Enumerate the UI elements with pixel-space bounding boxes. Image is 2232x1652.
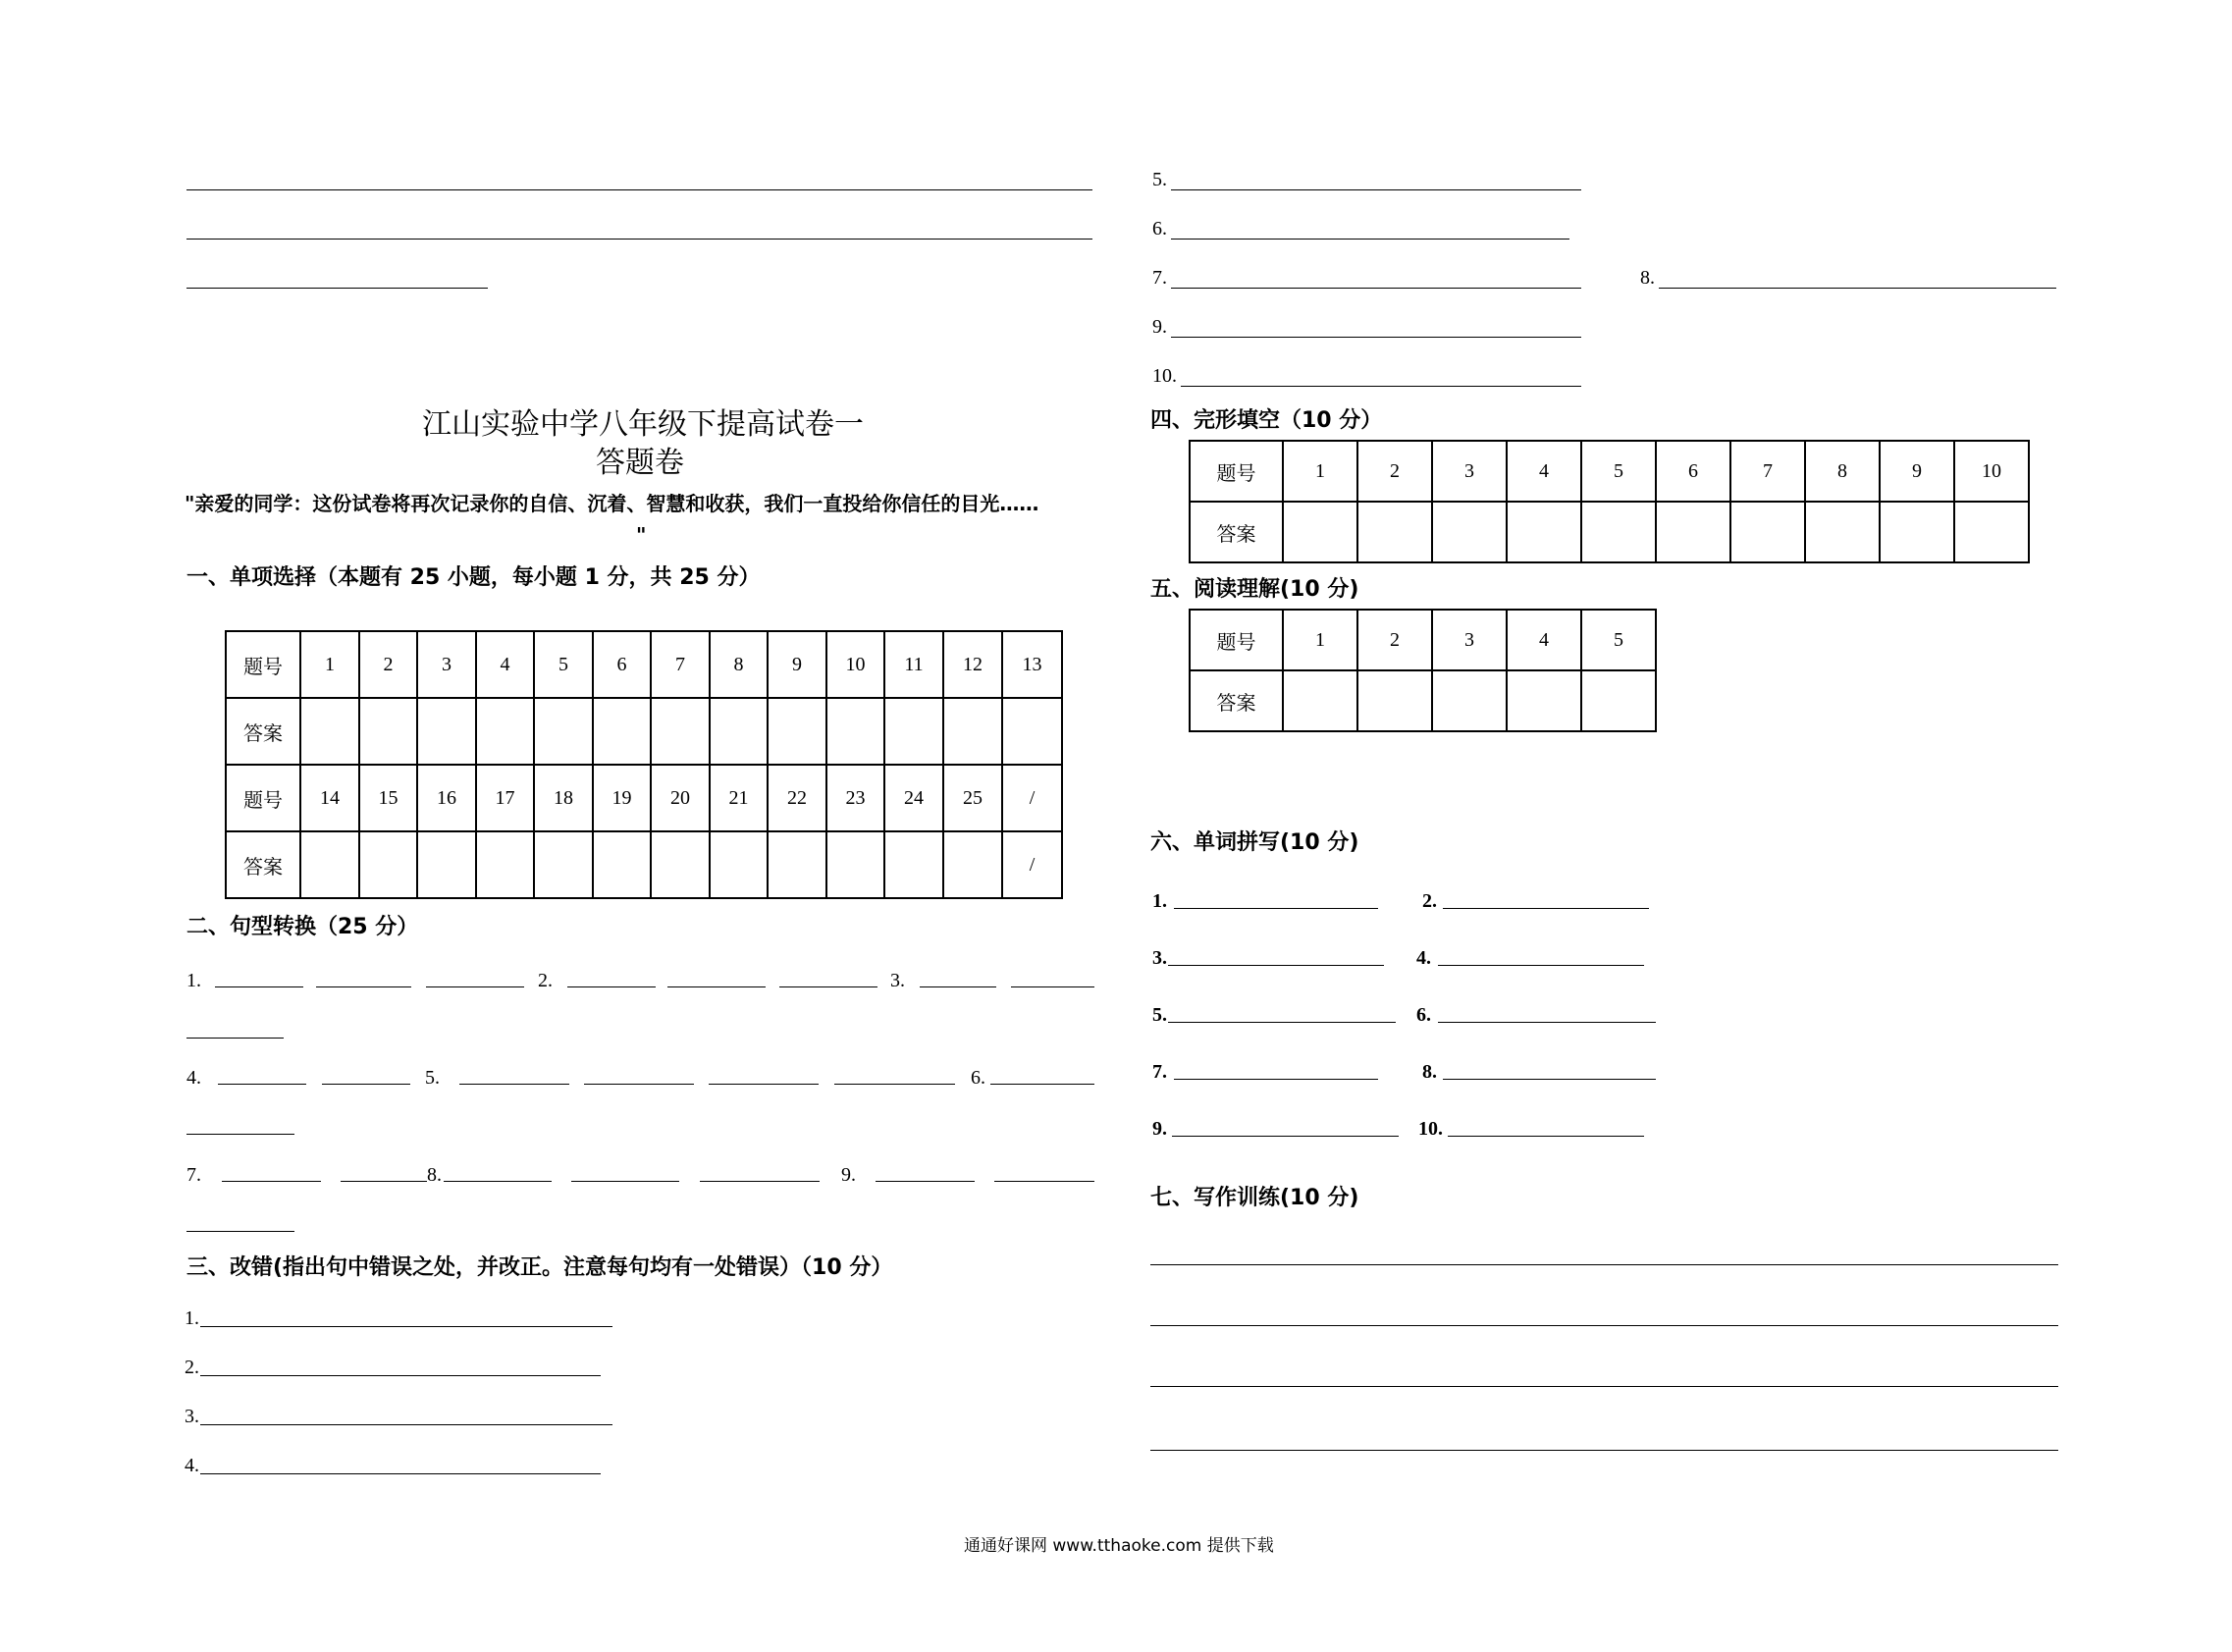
question-number: 8 bbox=[1805, 441, 1880, 502]
item-label: 5. bbox=[425, 1067, 440, 1089]
question-number: 8 bbox=[710, 631, 768, 698]
writing-line[interactable] bbox=[1150, 1325, 2058, 1326]
answer-cell[interactable] bbox=[1507, 670, 1581, 731]
item-label: 3. bbox=[1152, 947, 1167, 969]
answer-cell[interactable] bbox=[593, 698, 651, 765]
question-number: 21 bbox=[710, 765, 768, 831]
answer-cell[interactable] bbox=[1357, 502, 1432, 562]
question-number: 2 bbox=[359, 631, 417, 698]
item-label: 2. bbox=[185, 1357, 199, 1378]
question-number: 22 bbox=[768, 765, 826, 831]
table-label-answer: 答案 bbox=[226, 831, 300, 898]
answer-blank[interactable] bbox=[200, 1375, 601, 1376]
answer-blank[interactable] bbox=[1443, 908, 1649, 909]
answer-cell[interactable] bbox=[593, 831, 651, 898]
answer-blank[interactable] bbox=[571, 1181, 679, 1182]
question-number: 17 bbox=[476, 765, 534, 831]
item-label: 9. bbox=[1152, 316, 1167, 338]
answer-blank[interactable] bbox=[1171, 288, 1581, 289]
answer-blank[interactable] bbox=[1438, 1022, 1656, 1023]
answer-blank[interactable] bbox=[990, 1084, 1094, 1085]
item-label: 3. bbox=[185, 1406, 199, 1427]
answer-cell[interactable] bbox=[943, 831, 1002, 898]
question-number: 6 bbox=[1656, 441, 1730, 502]
answer-cell[interactable] bbox=[1283, 670, 1357, 731]
answer-line bbox=[186, 239, 1092, 240]
table-label-no: 题号 bbox=[1190, 610, 1283, 670]
answer-cell[interactable] bbox=[884, 698, 943, 765]
answer-blank[interactable] bbox=[1438, 965, 1644, 966]
question-number: 12 bbox=[943, 631, 1002, 698]
item-label: 7. bbox=[186, 1164, 201, 1186]
answer-cell[interactable] bbox=[1507, 502, 1581, 562]
item-label: 9. bbox=[1152, 1118, 1167, 1140]
answer-blank[interactable] bbox=[426, 986, 524, 987]
answer-cell[interactable] bbox=[768, 831, 826, 898]
question-number: 5 bbox=[1581, 441, 1656, 502]
answer-blank[interactable] bbox=[584, 1084, 694, 1085]
item-label: 8. bbox=[427, 1164, 442, 1186]
answer-cell[interactable] bbox=[826, 831, 884, 898]
question-number: 1 bbox=[1283, 610, 1357, 670]
item-label: 8. bbox=[1640, 267, 1655, 289]
answer-cell[interactable] bbox=[534, 831, 593, 898]
question-number: 20 bbox=[651, 765, 710, 831]
answer-cell[interactable] bbox=[1656, 502, 1730, 562]
answer-cell[interactable] bbox=[300, 698, 359, 765]
answer-cell-slash: / bbox=[1002, 831, 1062, 898]
question-number: 14 bbox=[300, 765, 359, 831]
page-title: 江山实验中学八年级下提高试卷一 bbox=[422, 407, 864, 442]
question-number: 11 bbox=[884, 631, 943, 698]
item-label: 7. bbox=[1152, 1061, 1167, 1083]
question-number: 18 bbox=[534, 765, 593, 831]
question-number: 5 bbox=[534, 631, 593, 698]
question-number: 13 bbox=[1002, 631, 1062, 698]
answer-cell[interactable] bbox=[417, 698, 476, 765]
answer-cell[interactable] bbox=[710, 698, 768, 765]
question-number: 2 bbox=[1357, 441, 1432, 502]
answer-blank[interactable] bbox=[1171, 189, 1581, 190]
answer-cell[interactable] bbox=[534, 698, 593, 765]
answer-blank[interactable] bbox=[200, 1326, 612, 1327]
answer-blank[interactable] bbox=[1171, 239, 1569, 240]
question-number: 4 bbox=[1507, 441, 1581, 502]
section1-answer-table bbox=[225, 630, 1063, 899]
section5-heading: 五、阅读理解(10 分) bbox=[1150, 577, 1359, 602]
answer-cell[interactable] bbox=[768, 698, 826, 765]
answer-blank[interactable] bbox=[222, 1181, 321, 1182]
answer-blank[interactable] bbox=[1174, 1079, 1378, 1080]
greeting-end: " bbox=[636, 523, 647, 547]
section4-answer-table bbox=[1189, 440, 2030, 563]
question-number: 3 bbox=[417, 631, 476, 698]
answer-blank[interactable] bbox=[994, 1181, 1094, 1182]
answer-cell[interactable] bbox=[1357, 670, 1432, 731]
answer-blank[interactable] bbox=[200, 1473, 601, 1474]
answer-blank[interactable] bbox=[876, 1181, 975, 1182]
question-number: 25 bbox=[943, 765, 1002, 831]
question-number: 7 bbox=[1730, 441, 1805, 502]
answer-cell[interactable] bbox=[1880, 502, 1954, 562]
question-number: 7 bbox=[651, 631, 710, 698]
answer-blank[interactable] bbox=[1174, 908, 1378, 909]
item-label: 7. bbox=[1152, 267, 1167, 289]
answer-blank[interactable] bbox=[341, 1181, 427, 1182]
question-number: 3 bbox=[1432, 441, 1507, 502]
item-label: 2. bbox=[1422, 890, 1437, 912]
question-number: 2 bbox=[1357, 610, 1432, 670]
item-label: 1. bbox=[1152, 890, 1167, 912]
item-label: 1. bbox=[186, 970, 201, 991]
answer-cell[interactable] bbox=[943, 698, 1002, 765]
question-number: 1 bbox=[1283, 441, 1357, 502]
section7-heading: 七、写作训练(10 分) bbox=[1150, 1186, 1359, 1210]
answer-blank[interactable] bbox=[1168, 965, 1384, 966]
item-label: 3. bbox=[890, 970, 905, 991]
answer-cell[interactable] bbox=[1730, 502, 1805, 562]
question-number: 23 bbox=[826, 765, 884, 831]
item-label: 4. bbox=[1416, 947, 1431, 969]
writing-line[interactable] bbox=[1150, 1450, 2058, 1451]
answer-cell[interactable] bbox=[826, 698, 884, 765]
section2-heading: 二、句型转换（25 分） bbox=[186, 915, 419, 939]
answer-cell[interactable] bbox=[710, 831, 768, 898]
table-label-no: 题号 bbox=[226, 631, 300, 698]
answer-blank[interactable] bbox=[1011, 986, 1094, 987]
section1-heading: 一、单项选择（本题有 25 小题，每小题 1 分，共 25 分） bbox=[186, 565, 761, 590]
item-label: 4. bbox=[186, 1067, 201, 1089]
table-label-no: 题号 bbox=[226, 765, 300, 831]
question-number: 15 bbox=[359, 765, 417, 831]
answer-blank[interactable] bbox=[709, 1084, 819, 1085]
writing-line[interactable] bbox=[1150, 1386, 2058, 1387]
answer-cell[interactable] bbox=[1432, 502, 1507, 562]
answer-blank[interactable] bbox=[322, 1084, 410, 1085]
answer-blank[interactable] bbox=[186, 1134, 294, 1135]
question-number: 5 bbox=[1581, 610, 1656, 670]
answer-blank[interactable] bbox=[186, 1231, 294, 1232]
writing-line[interactable] bbox=[1150, 1264, 2058, 1265]
answer-cell[interactable] bbox=[1954, 502, 2029, 562]
answer-blank[interactable] bbox=[1171, 337, 1581, 338]
answer-blank[interactable] bbox=[444, 1181, 552, 1182]
page-footer: 通通好课网 www.tthaoke.com 提供下载 bbox=[964, 1536, 1274, 1556]
answer-blank[interactable] bbox=[1659, 288, 2056, 289]
answer-blank[interactable] bbox=[700, 1181, 820, 1182]
answer-cell[interactable] bbox=[476, 698, 534, 765]
answer-cell[interactable] bbox=[1805, 502, 1880, 562]
section4-heading: 四、完形填空（10 分） bbox=[1150, 408, 1383, 433]
answer-cell[interactable] bbox=[359, 831, 417, 898]
question-number: / bbox=[1002, 765, 1062, 831]
question-number: 6 bbox=[593, 631, 651, 698]
answer-cell[interactable] bbox=[651, 698, 710, 765]
answer-cell[interactable] bbox=[1002, 698, 1062, 765]
answer-blank[interactable] bbox=[920, 986, 996, 987]
item-label: 2. bbox=[538, 970, 553, 991]
answer-blank[interactable] bbox=[316, 986, 411, 987]
item-label: 8. bbox=[1422, 1061, 1437, 1083]
answer-blank[interactable] bbox=[459, 1084, 569, 1085]
question-number: 19 bbox=[593, 765, 651, 831]
answer-cell[interactable] bbox=[417, 831, 476, 898]
question-number: 3 bbox=[1432, 610, 1507, 670]
answer-cell[interactable] bbox=[884, 831, 943, 898]
item-label: 6. bbox=[971, 1067, 985, 1089]
section5-answer-table bbox=[1189, 609, 1657, 732]
table-label-answer: 答案 bbox=[1190, 670, 1283, 731]
answer-blank[interactable] bbox=[667, 986, 766, 987]
answer-blank[interactable] bbox=[779, 986, 877, 987]
item-label: 6. bbox=[1416, 1004, 1431, 1026]
item-label: 5. bbox=[1152, 1004, 1167, 1026]
page-subtitle: 答题卷 bbox=[596, 446, 684, 480]
answer-cell[interactable] bbox=[300, 831, 359, 898]
answer-blank[interactable] bbox=[218, 1084, 306, 1085]
answer-blank[interactable] bbox=[186, 1038, 284, 1039]
question-number: 9 bbox=[1880, 441, 1954, 502]
answer-cell[interactable] bbox=[359, 698, 417, 765]
answer-blank[interactable] bbox=[567, 986, 656, 987]
table-label-answer: 答案 bbox=[1190, 502, 1283, 562]
question-number: 10 bbox=[1954, 441, 2029, 502]
answer-line bbox=[186, 189, 1092, 190]
question-number: 9 bbox=[768, 631, 826, 698]
greeting-text: "亲爱的同学：这份试卷将再次记录你的自信、沉着、智慧和收获，我们一直投给你信任的目光…… bbox=[185, 492, 1039, 515]
answer-blank[interactable] bbox=[1172, 1136, 1399, 1137]
question-number: 16 bbox=[417, 765, 476, 831]
question-number: 4 bbox=[1507, 610, 1581, 670]
item-label: 6. bbox=[1152, 218, 1167, 240]
answer-cell[interactable] bbox=[651, 831, 710, 898]
answer-blank[interactable] bbox=[1443, 1079, 1656, 1080]
question-number: 24 bbox=[884, 765, 943, 831]
answer-cell[interactable] bbox=[1581, 502, 1656, 562]
question-number: 1 bbox=[300, 631, 359, 698]
item-label: 10. bbox=[1152, 365, 1177, 387]
answer-cell[interactable] bbox=[1432, 670, 1507, 731]
section3-heading: 三、改错(指出句中错误之处，并改正。注意每句均有一处错误）（10 分） bbox=[186, 1255, 893, 1280]
item-label: 9. bbox=[841, 1164, 856, 1186]
item-label: 1. bbox=[185, 1307, 199, 1329]
section6-heading: 六、单词拼写(10 分) bbox=[1150, 830, 1359, 855]
answer-line bbox=[186, 288, 488, 289]
answer-blank[interactable] bbox=[1181, 386, 1581, 387]
answer-cell[interactable] bbox=[476, 831, 534, 898]
answer-blank[interactable] bbox=[1448, 1136, 1644, 1137]
item-label: 5. bbox=[1152, 169, 1167, 190]
answer-cell[interactable] bbox=[1283, 502, 1357, 562]
question-number: 10 bbox=[826, 631, 884, 698]
answer-blank[interactable] bbox=[215, 986, 303, 987]
table-label-answer: 答案 bbox=[226, 698, 300, 765]
question-number: 4 bbox=[476, 631, 534, 698]
answer-cell[interactable] bbox=[1581, 670, 1656, 731]
answer-blank[interactable] bbox=[834, 1084, 955, 1085]
answer-blank[interactable] bbox=[1168, 1022, 1396, 1023]
item-label: 4. bbox=[185, 1455, 199, 1476]
item-label: 10. bbox=[1418, 1118, 1443, 1140]
table-label-no: 题号 bbox=[1190, 441, 1283, 502]
answer-blank[interactable] bbox=[200, 1424, 612, 1425]
